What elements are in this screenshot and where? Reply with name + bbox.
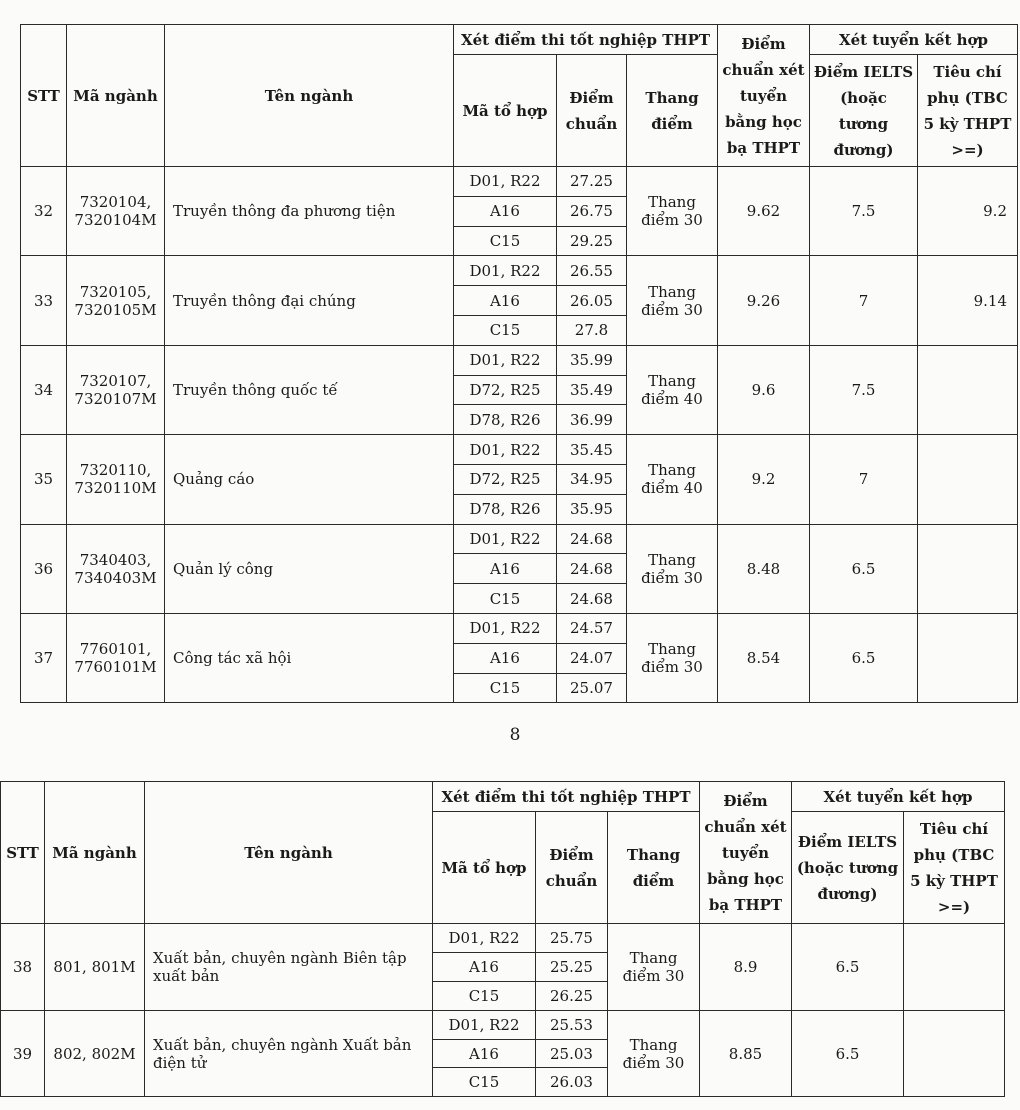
table-row (21, 524, 1018, 554)
to-hop-cell: D78, R26 (454, 494, 557, 524)
ten-nganh-cell: Quảng cáo (165, 435, 454, 524)
header-ielts: Điểm IELTS (hoặc tương đương) (792, 812, 904, 924)
to-hop-cell: A16 (454, 554, 557, 584)
to-hop-cell: C15 (454, 226, 557, 256)
header-ma-nganh: Mã ngành (45, 782, 145, 924)
hoc-ba-cell: 9.2 (718, 435, 810, 524)
header-ma-to-hop: Mã tổ hợp (433, 812, 536, 924)
diem-chuan-cell: 26.03 (536, 1068, 608, 1097)
ten-nganh-cell: Xuất bản, chuyên ngành Biên tập xuất bản (145, 924, 433, 1011)
ma-nganh-cell: 7320110, 7320110M (67, 435, 165, 524)
to-hop-cell: D78, R26 (454, 405, 557, 435)
tieu-chi-cell (918, 345, 1018, 434)
diem-chuan-cell: 35.99 (557, 345, 627, 375)
stt-cell: 37 (21, 613, 67, 702)
header-ma-nganh: Mã ngành (67, 25, 165, 167)
stt-cell: 34 (21, 345, 67, 434)
thang-diem-cell: Thang điểm 30 (608, 924, 700, 1011)
ielts-cell: 6.5 (792, 924, 904, 1011)
header-ielts: Điểm IELTS (hoặc tương đương) (810, 55, 918, 167)
header-stt: STT (21, 25, 67, 167)
hoc-ba-cell: 8.85 (700, 1010, 792, 1097)
table-1-body (21, 167, 1018, 703)
ten-nganh-cell: Truyền thông đại chúng (165, 256, 454, 345)
table-row (21, 345, 1018, 375)
ma-nganh-cell: 802, 802M (45, 1010, 145, 1097)
diem-chuan-cell: 26.75 (557, 196, 627, 226)
diem-chuan-cell: 25.03 (536, 1039, 608, 1068)
to-hop-cell: C15 (454, 673, 557, 703)
diem-chuan-cell: 35.45 (557, 435, 627, 465)
thang-diem-cell: Thang điểm 30 (627, 613, 718, 702)
hoc-ba-cell: 9.6 (718, 345, 810, 434)
header-diem-chuan: Điểm chuẩn (536, 812, 608, 924)
header-thang-diem: Thang điểm (608, 812, 700, 924)
admission-table-2 (0, 781, 1005, 1097)
header-stt: STT (1, 782, 45, 924)
ma-nganh-cell: 7320105, 7320105M (67, 256, 165, 345)
stt-cell: 35 (21, 435, 67, 524)
to-hop-cell: D01, R22 (454, 524, 557, 554)
header-tieu-chi: Tiêu chí phụ (TBC 5 kỳ THPT >=) (904, 812, 1005, 924)
tieu-chi-cell (918, 613, 1018, 702)
diem-chuan-cell: 35.49 (557, 375, 627, 405)
table-row (1, 1010, 1005, 1039)
table-row (21, 435, 1018, 465)
page-number: 8 (509, 725, 521, 745)
header-hoc-ba: Điểm chuẩn xét tuyển bằng học bạ THPT (718, 25, 810, 167)
header-thang-diem: Thang điểm (627, 55, 718, 167)
diem-chuan-cell: 27.25 (557, 167, 627, 197)
to-hop-cell: C15 (454, 584, 557, 614)
diem-chuan-cell: 25.07 (557, 673, 627, 703)
diem-chuan-cell: 24.57 (557, 613, 627, 643)
stt-cell: 32 (21, 167, 67, 256)
ielts-cell: 6.5 (810, 524, 918, 613)
hoc-ba-cell: 9.26 (718, 256, 810, 345)
ielts-cell: 6.5 (810, 613, 918, 702)
header-ten-nganh: Tên ngành (145, 782, 433, 924)
diem-chuan-cell: 25.25 (536, 952, 608, 981)
tieu-chi-cell (918, 524, 1018, 613)
diem-chuan-cell: 25.53 (536, 1010, 608, 1039)
ma-nganh-cell: 7340403, 7340403M (67, 524, 165, 613)
hoc-ba-cell: 8.54 (718, 613, 810, 702)
diem-chuan-cell: 24.68 (557, 584, 627, 614)
ielts-cell: 7 (810, 435, 918, 524)
to-hop-cell: D72, R25 (454, 464, 557, 494)
to-hop-cell: C15 (454, 315, 557, 345)
stt-cell: 39 (1, 1010, 45, 1097)
hoc-ba-cell: 8.48 (718, 524, 810, 613)
tieu-chi-cell (904, 924, 1005, 1011)
diem-chuan-cell: 35.95 (557, 494, 627, 524)
table-row (21, 613, 1018, 643)
ten-nganh-cell: Truyền thông quốc tế (165, 345, 454, 434)
to-hop-cell: D01, R22 (454, 167, 557, 197)
ten-nganh-cell: Xuất bản, chuyên ngành Xuất bản điện tử (145, 1010, 433, 1097)
hoc-ba-cell: 8.9 (700, 924, 792, 1011)
diem-chuan-cell: 34.95 (557, 464, 627, 494)
to-hop-cell: D01, R22 (454, 256, 557, 286)
tieu-chi-cell (904, 1010, 1005, 1097)
to-hop-cell: D01, R22 (433, 924, 536, 953)
to-hop-cell: A16 (454, 286, 557, 316)
thang-diem-cell: Thang điểm 40 (627, 345, 718, 434)
ielts-cell: 7.5 (810, 345, 918, 434)
hoc-ba-cell: 9.62 (718, 167, 810, 256)
thang-diem-cell: Thang điểm 30 (608, 1010, 700, 1097)
ten-nganh-cell: Truyền thông đa phương tiện (165, 167, 454, 256)
diem-chuan-cell: 26.55 (557, 256, 627, 286)
thang-diem-cell: Thang điểm 30 (627, 167, 718, 256)
to-hop-cell: D72, R25 (454, 375, 557, 405)
diem-chuan-cell: 24.07 (557, 643, 627, 673)
to-hop-cell: D01, R22 (433, 1010, 536, 1039)
ma-nganh-cell: 7760101, 7760101M (67, 613, 165, 702)
header-ket-hop-group: Xét tuyển kết hợp (792, 782, 1005, 812)
to-hop-cell: A16 (433, 952, 536, 981)
header-ma-to-hop: Mã tổ hợp (454, 55, 557, 167)
diem-chuan-cell: 26.05 (557, 286, 627, 316)
admission-table-1 (20, 24, 1018, 703)
ielts-cell: 7 (810, 256, 918, 345)
ten-nganh-cell: Quản lý công (165, 524, 454, 613)
diem-chuan-cell: 36.99 (557, 405, 627, 435)
tieu-chi-cell (918, 435, 1018, 524)
to-hop-cell: A16 (454, 196, 557, 226)
header-thpt-group: Xét điểm thi tốt nghiệp THPT (433, 782, 700, 812)
tieu-chi-cell: 9.14 (918, 256, 1018, 345)
header-diem-chuan: Điểm chuẩn (557, 55, 627, 167)
to-hop-cell: C15 (433, 1068, 536, 1097)
to-hop-cell: D01, R22 (454, 613, 557, 643)
table-row (1, 924, 1005, 953)
ma-nganh-cell: 7320107, 7320107M (67, 345, 165, 434)
ten-nganh-cell: Công tác xã hội (165, 613, 454, 702)
diem-chuan-cell: 24.68 (557, 554, 627, 584)
ielts-cell: 6.5 (792, 1010, 904, 1097)
header-ket-hop-group: Xét tuyển kết hợp (810, 25, 1018, 55)
ielts-cell: 7.5 (810, 167, 918, 256)
stt-cell: 33 (21, 256, 67, 345)
diem-chuan-cell: 27.8 (557, 315, 627, 345)
diem-chuan-cell: 24.68 (557, 524, 627, 554)
tieu-chi-cell: 9.2 (918, 167, 1018, 256)
diem-chuan-cell: 25.75 (536, 924, 608, 953)
to-hop-cell: D01, R22 (454, 435, 557, 465)
table-2-body (1, 924, 1005, 1097)
header-tieu-chi: Tiêu chí phụ (TBC 5 kỳ THPT >=) (918, 55, 1018, 167)
to-hop-cell: D01, R22 (454, 345, 557, 375)
table-row (21, 167, 1018, 197)
ma-nganh-cell: 7320104, 7320104M (67, 167, 165, 256)
header-thpt-group: Xét điểm thi tốt nghiệp THPT (454, 25, 718, 55)
stt-cell: 38 (1, 924, 45, 1011)
thang-diem-cell: Thang điểm 30 (627, 524, 718, 613)
stt-cell: 36 (21, 524, 67, 613)
to-hop-cell: A16 (433, 1039, 536, 1068)
diem-chuan-cell: 29.25 (557, 226, 627, 256)
thang-diem-cell: Thang điểm 40 (627, 435, 718, 524)
to-hop-cell: A16 (454, 643, 557, 673)
header-ten-nganh: Tên ngành (165, 25, 454, 167)
to-hop-cell: C15 (433, 981, 536, 1010)
ma-nganh-cell: 801, 801M (45, 924, 145, 1011)
header-hoc-ba: Điểm chuẩn xét tuyển bằng học bạ THPT (700, 782, 792, 924)
table-row (21, 256, 1018, 286)
diem-chuan-cell: 26.25 (536, 981, 608, 1010)
thang-diem-cell: Thang điểm 30 (627, 256, 718, 345)
